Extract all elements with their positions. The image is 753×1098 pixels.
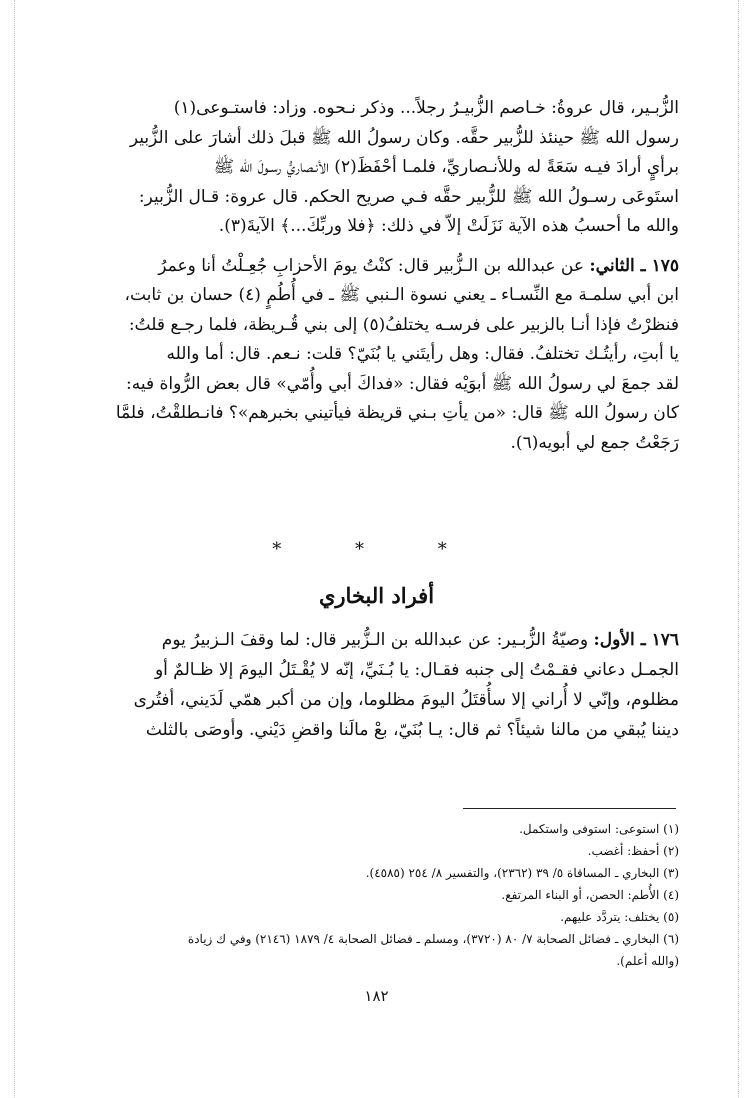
section-title: أفراد البخاري — [318, 583, 435, 608]
text-line: رَجَعْتُ جمع لي أبويه(٦). — [510, 432, 679, 453]
text-line: كان رسولُ الله ﷺ قال: «من يأتِ بـني قريظة فيأتيني بخبرهم»؟ فانـطلقْتُ، فلمَّا — [115, 403, 679, 423]
main-text-bottom — [62, 625, 679, 745]
text-line: الزُّبـير، قال عروةُ: خـاصم الزُّبيـرُ رجلاً... وذكر نـحوه. وزاد: فاستـوعى(١) — [173, 98, 679, 118]
section-separator-stars: * * * — [272, 539, 481, 560]
footnote: (٥) يختلف: يتردَّد عليهم. — [560, 910, 679, 924]
text-line: استَوعَى رسـولُ الله ﷺ للزُّبير حقَّه فـي صريح الحكم. قال عروة: قـال الزُّبير: — [138, 186, 679, 207]
hadith-number: ١٧٥ ـ الثاني: — [589, 255, 679, 276]
text-line: يا أبتِ، رأيتُـك تختلفُ. فقال: وهل رأيتَني يا بُنَيّ؟ قلت: نـعم. قال: أما والله — [166, 344, 679, 364]
text-line: ابن أبي سلمـة مع النِّسـاء ـ يعني نسوة الـنبي ﷺ ـ في أُطُمٍ (٤) حسان بن ثابت، — [124, 285, 679, 305]
footnote: (٤) الأُطم: الحصن، أو البناء المرتفع. — [501, 888, 679, 902]
text-line: عن عبدالله بن الـزُّبير قال: كنْتُ يومَ الأحزابِ جُعِـلْتُ أنا وعمرُ — [158, 255, 584, 276]
text-line: فنظرْتُ فإذا أنـا بالزبير على فرسـه يختلفُ(٥) إلى بني قُـريظة، فلما رجـع قلتُ: — [128, 314, 679, 335]
main-text-top — [62, 94, 679, 458]
text-line: برأيٍ أرادَ فيـه سَعَةً له وللأنـصاريِّ، فلمـا أحْفَظَ(٢) الأنـصاريُّ رسـولَ الله ﷺ — [213, 157, 679, 177]
footnote: (والله أعلم). — [616, 954, 679, 968]
text-line: رسول الله ﷺ حينئذ للزُّبير حقَّه. وكان رسولُ الله ﷺ قبلَ ذلك أشارَ على الزُّبير — [129, 127, 679, 148]
footnote: (٣) البخاري ـ المساقاة ٥/ ٣٩ (٢٣٦٢)، والتفسير ٨/ ٢٥٤ (٤٥٨٥). — [365, 866, 679, 880]
footnotes — [62, 818, 679, 972]
text-line: وصيّةُ الزُّبـير: عن عبدالله بن الـزُّبير قال: لما وقفَ الـزبيرُ يوم — [161, 630, 589, 650]
footnote: (٢) أحفظ: أغضب. — [587, 844, 679, 858]
hadith-number: ١٧٦ ـ الأول: — [593, 630, 679, 650]
footnote: (١) استوعى: استوفى واستكمل. — [519, 822, 679, 836]
text-line: الجمـل دعاني فقـمْتُ إلى جنبه فقـال: يا بُـنَيِّ، إنّه لا يُقْـتَلُ اليومَ إلا ظـالمٌ أو — [154, 660, 679, 680]
text-line: ديننا يُبقي من مالنا شيئاً؟ ثم قال: يـا بُنَيّ، بعْ مالَنا واقضِ دَيْني. وأوصَى بالثلث — [145, 720, 679, 740]
footnote: (٦) البخاري ـ فضائل الصحابة ٧/ ٨٠ (٣٧٢٠)، ومسلم ـ فضائل الصحابة ٤/ ١٨٧٩ (٢١٤٦) وفي ك زيادة — [187, 932, 679, 946]
text-line: مظلوم، وإنّي لا أُراني إلا سأُقتَلُ اليومَ مظلوما، وإن من أكبر همّي لَدَيني، أفتُرى — [133, 690, 679, 710]
text-line: والله ما أحسبُ هذه الآية نَزَلَتْ إلاّ في ذلك: ﴿فلا وربِّكَ...﴾ الآيةَ(٣). — [218, 216, 679, 236]
page-number: ١٨٢ — [364, 987, 389, 1005]
hadith-176-first-line — [62, 625, 679, 655]
text-line: لقد جمعَ لي رسولُ الله ﷺ أبوَيْه فقال: «فداكَ أبي وأُمّي» قال بعض الرُّواة فيه: — [126, 373, 679, 394]
hadith-175-first-line — [62, 252, 679, 282]
footnote-separator — [463, 808, 676, 809]
